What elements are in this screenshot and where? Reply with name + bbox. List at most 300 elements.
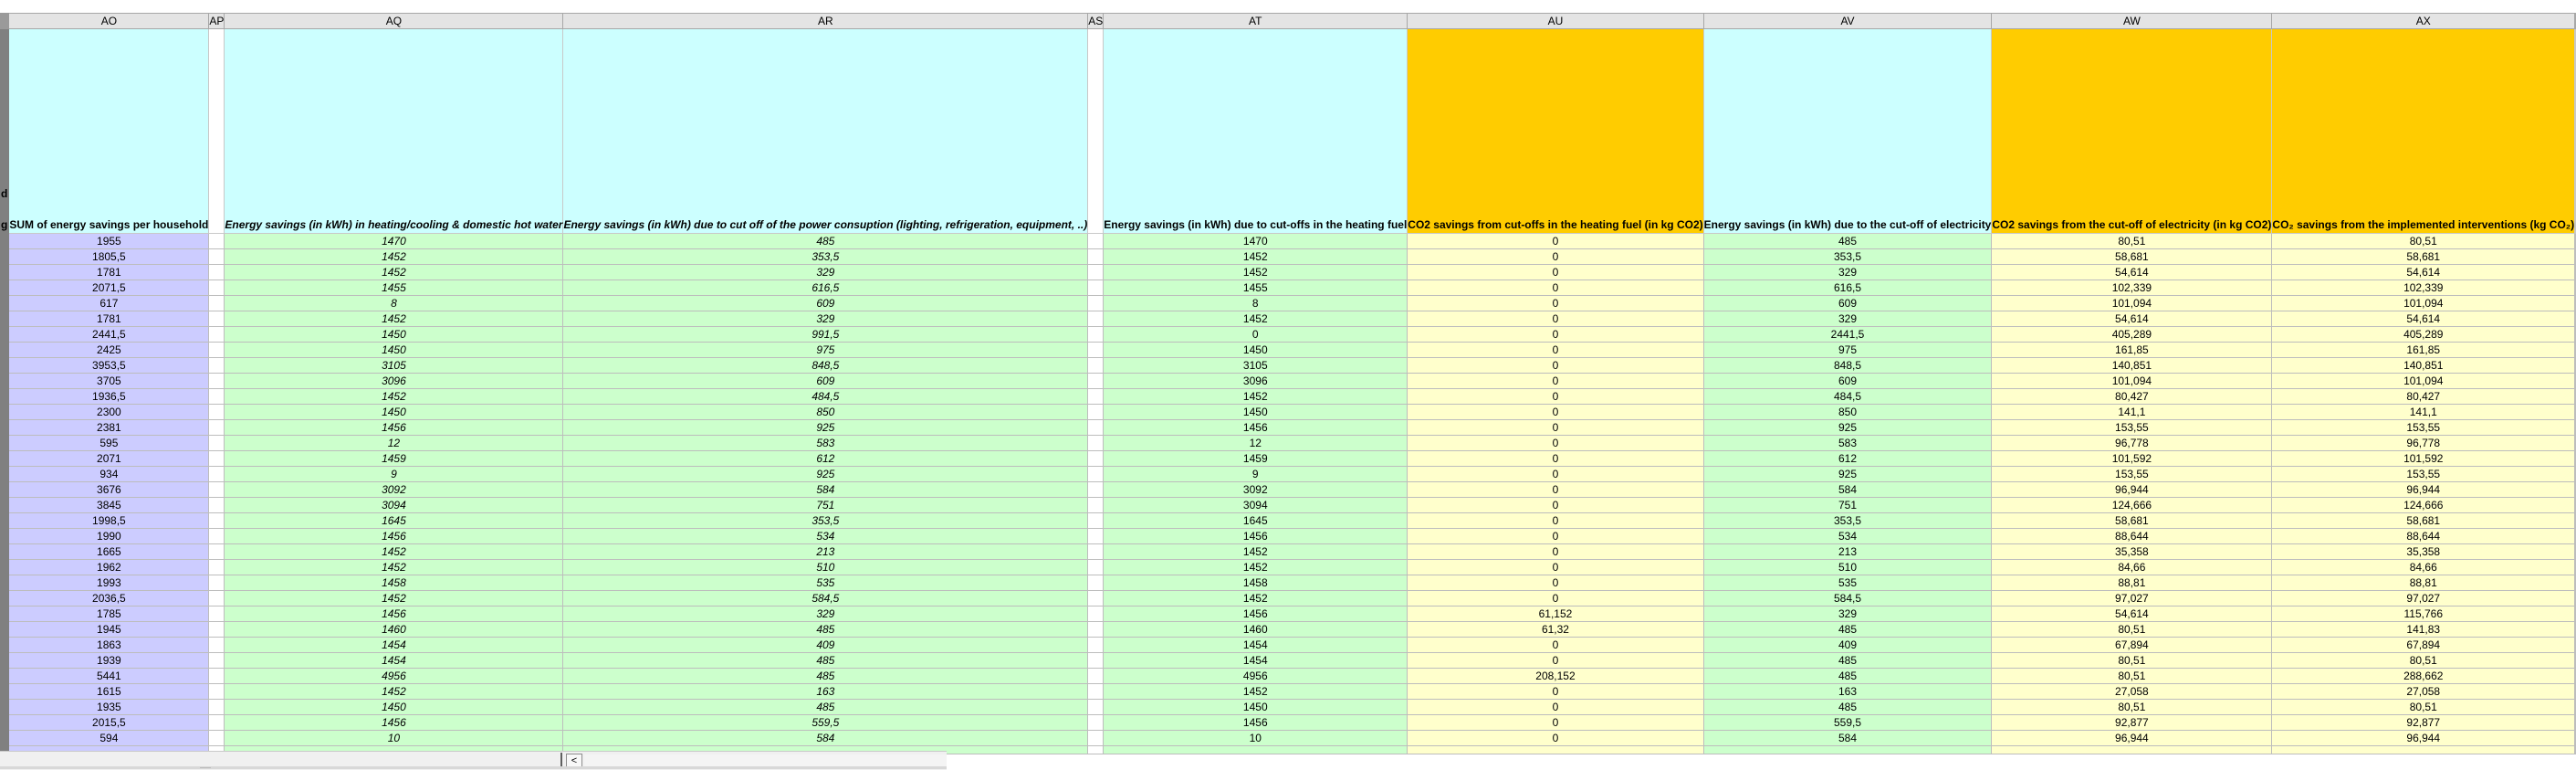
- cell-AT[interactable]: 3094: [1104, 498, 1408, 513]
- cell-AV[interactable]: 850: [1703, 405, 1992, 420]
- cell-AX[interactable]: 58,681: [2272, 249, 2575, 265]
- cell-AU[interactable]: 0: [1408, 513, 1703, 529]
- cell-AP[interactable]: [209, 482, 225, 498]
- cell-AS[interactable]: [1088, 669, 1104, 684]
- cell-AP[interactable]: [209, 358, 225, 374]
- cell-AW[interactable]: 35,358: [1992, 544, 2272, 560]
- cell-AX[interactable]: 80,51: [2272, 653, 2575, 669]
- cell-AR[interactable]: 213: [563, 544, 1088, 560]
- cell-AU[interactable]: 0: [1408, 389, 1703, 405]
- cell-AR[interactable]: 163: [563, 684, 1088, 700]
- cell-AS[interactable]: [1088, 591, 1104, 607]
- cell-AU-partial[interactable]: [1408, 746, 1703, 754]
- cell-AQ[interactable]: 1452: [225, 389, 563, 405]
- cell-AU[interactable]: 0: [1408, 715, 1703, 731]
- cell-AW-partial[interactable]: [1992, 746, 2272, 754]
- cell-AW[interactable]: 161,85: [1992, 343, 2272, 358]
- cell-AQ[interactable]: 4956: [225, 669, 563, 684]
- column-header-AW[interactable]: AW: [1992, 14, 2272, 29]
- row-edge-cell[interactable]: [1, 374, 9, 389]
- cell-AV[interactable]: 535: [1703, 575, 1992, 591]
- header-cell-AP[interactable]: [209, 29, 225, 234]
- cell-AU[interactable]: 0: [1408, 265, 1703, 280]
- cell-AS[interactable]: [1088, 638, 1104, 653]
- cell-AO[interactable]: 1993: [9, 575, 209, 591]
- cell-AT[interactable]: 0: [1104, 327, 1408, 343]
- cell-AV-partial[interactable]: [1703, 746, 1992, 754]
- cell-AV[interactable]: 510: [1703, 560, 1992, 575]
- cell-AQ[interactable]: 1455: [225, 280, 563, 296]
- cell-AO[interactable]: 2015,5: [9, 715, 209, 731]
- cell-AO[interactable]: 3705: [9, 374, 209, 389]
- cell-AV[interactable]: 353,5: [1703, 513, 1992, 529]
- cell-AQ[interactable]: 3092: [225, 482, 563, 498]
- cell-AW[interactable]: 141,1: [1992, 405, 2272, 420]
- cell-AT[interactable]: 1450: [1104, 405, 1408, 420]
- cell-AQ[interactable]: 1450: [225, 405, 563, 420]
- row-edge-cell[interactable]: [1, 280, 9, 296]
- cell-AS[interactable]: [1088, 265, 1104, 280]
- cell-AO[interactable]: 2441,5: [9, 327, 209, 343]
- cell-AY[interactable]: [2575, 529, 2576, 544]
- cell-AV[interactable]: 975: [1703, 343, 1992, 358]
- cell-AY[interactable]: [2575, 311, 2576, 327]
- cell-AT[interactable]: 1450: [1104, 700, 1408, 715]
- cell-AW[interactable]: 88,644: [1992, 529, 2272, 544]
- cell-AY[interactable]: [2575, 669, 2576, 684]
- cell-AR[interactable]: 609: [563, 296, 1088, 311]
- cell-AY[interactable]: [2575, 591, 2576, 607]
- cell-AP[interactable]: [209, 249, 225, 265]
- cell-AV[interactable]: 485: [1703, 653, 1992, 669]
- cell-AX[interactable]: 101,094: [2272, 296, 2575, 311]
- cell-AX[interactable]: 124,666: [2272, 498, 2575, 513]
- cell-AX[interactable]: 101,592: [2272, 451, 2575, 467]
- cell-AY[interactable]: [2575, 234, 2576, 249]
- cell-AU[interactable]: 0: [1408, 482, 1703, 498]
- cell-AX[interactable]: 140,851: [2272, 358, 2575, 374]
- cell-AS[interactable]: [1088, 560, 1104, 575]
- cell-AO[interactable]: 2036,5: [9, 591, 209, 607]
- cell-AV[interactable]: 329: [1703, 607, 1992, 622]
- cell-AT[interactable]: 1452: [1104, 684, 1408, 700]
- cell-AY[interactable]: [2575, 498, 2576, 513]
- cell-AU[interactable]: 0: [1408, 405, 1703, 420]
- cell-AX[interactable]: 80,51: [2272, 234, 2575, 249]
- cell-AP[interactable]: [209, 451, 225, 467]
- cell-AX[interactable]: 101,094: [2272, 374, 2575, 389]
- cell-AQ[interactable]: 1452: [225, 311, 563, 327]
- cell-AO[interactable]: 1805,5: [9, 249, 209, 265]
- cell-AV[interactable]: 329: [1703, 311, 1992, 327]
- cell-AO[interactable]: 2071: [9, 451, 209, 467]
- cell-AO[interactable]: 1781: [9, 311, 209, 327]
- cell-AR[interactable]: 751: [563, 498, 1088, 513]
- cell-AR[interactable]: 510: [563, 560, 1088, 575]
- cell-AS[interactable]: [1088, 311, 1104, 327]
- cell-AW[interactable]: 80,427: [1992, 389, 2272, 405]
- cell-AS[interactable]: [1088, 731, 1104, 746]
- cell-AU[interactable]: 0: [1408, 731, 1703, 746]
- column-header-AP[interactable]: AP: [209, 14, 225, 27]
- cell-AX[interactable]: 88,644: [2272, 529, 2575, 544]
- cell-AY[interactable]: [2575, 560, 2576, 575]
- column-header-edge[interactable]: [1, 14, 9, 29]
- cell-AS[interactable]: [1088, 436, 1104, 451]
- cell-AY[interactable]: [2575, 343, 2576, 358]
- cell-AQ[interactable]: 1454: [225, 638, 563, 653]
- cell-AU[interactable]: 0: [1408, 575, 1703, 591]
- cell-AP[interactable]: [209, 653, 225, 669]
- spreadsheet-grid[interactable]: [0, 13, 2576, 754]
- row-edge-cell[interactable]: [1, 358, 9, 374]
- cell-AP[interactable]: [209, 529, 225, 544]
- cell-AS[interactable]: [1088, 544, 1104, 560]
- cell-AY[interactable]: [2575, 358, 2576, 374]
- cell-AS[interactable]: [1088, 280, 1104, 296]
- cell-AY-partial[interactable]: [2575, 746, 2576, 754]
- cell-AY[interactable]: [2575, 715, 2576, 731]
- cell-AV[interactable]: 612: [1703, 451, 1992, 467]
- cell-AU[interactable]: 0: [1408, 529, 1703, 544]
- cell-AY[interactable]: [2575, 405, 2576, 420]
- cell-AW[interactable]: 88,81: [1992, 575, 2272, 591]
- cell-AQ[interactable]: 1452: [225, 265, 563, 280]
- cell-AW[interactable]: 27,058: [1992, 684, 2272, 700]
- cell-AW[interactable]: 153,55: [1992, 420, 2272, 436]
- cell-AS[interactable]: [1088, 343, 1104, 358]
- cell-AP[interactable]: [209, 296, 225, 311]
- cell-AW[interactable]: 67,894: [1992, 638, 2272, 653]
- cell-AQ[interactable]: 8: [225, 296, 563, 311]
- cell-AV[interactable]: 534: [1703, 529, 1992, 544]
- cell-AY[interactable]: [2575, 374, 2576, 389]
- cell-AR[interactable]: 616,5: [563, 280, 1088, 296]
- cell-AT[interactable]: 1456: [1104, 715, 1408, 731]
- cell-AW[interactable]: 96,944: [1992, 731, 2272, 746]
- sheet-tab-split-handle[interactable]: [560, 753, 562, 767]
- column-header-AS[interactable]: AS: [1088, 14, 1104, 27]
- row-edge-cell[interactable]: [1, 731, 9, 746]
- column-header-AO[interactable]: AO: [9, 14, 209, 29]
- header-cell-AO[interactable]: SUM of energy savings per household: [9, 29, 209, 234]
- cell-AT[interactable]: 1460: [1104, 622, 1408, 638]
- cell-AS[interactable]: [1088, 622, 1104, 638]
- cell-AX[interactable]: 288,662: [2272, 669, 2575, 684]
- cell-AU[interactable]: 0: [1408, 249, 1703, 265]
- cell-AU[interactable]: 208,152: [1408, 669, 1703, 684]
- cell-AY[interactable]: [2575, 467, 2576, 482]
- cell-AV[interactable]: 485: [1703, 669, 1992, 684]
- cell-AV[interactable]: 584: [1703, 482, 1992, 498]
- cell-AU[interactable]: 61,152: [1408, 607, 1703, 622]
- cell-AP[interactable]: [209, 498, 225, 513]
- cell-AT[interactable]: 1459: [1104, 451, 1408, 467]
- cell-AW[interactable]: 80,51: [1992, 234, 2272, 249]
- cell-AO[interactable]: 1935: [9, 700, 209, 715]
- row-edge-cell[interactable]: [1, 265, 9, 280]
- cell-AP[interactable]: [209, 234, 225, 249]
- cell-AX[interactable]: 96,944: [2272, 482, 2575, 498]
- cell-AW[interactable]: 80,51: [1992, 653, 2272, 669]
- cell-AP[interactable]: [209, 700, 225, 715]
- cell-AR[interactable]: 535: [563, 575, 1088, 591]
- column-header-AR[interactable]: AR: [563, 14, 1088, 29]
- cell-AT[interactable]: 12: [1104, 436, 1408, 451]
- cell-AS[interactable]: [1088, 653, 1104, 669]
- cell-AO[interactable]: 1781: [9, 265, 209, 280]
- cell-AS[interactable]: [1088, 575, 1104, 591]
- cell-AP[interactable]: [209, 638, 225, 653]
- row-edge-cell[interactable]: [1, 653, 9, 669]
- cell-AX[interactable]: 405,289: [2272, 327, 2575, 343]
- cell-AT[interactable]: 1470: [1104, 234, 1408, 249]
- cell-AY[interactable]: [2575, 249, 2576, 265]
- row-edge-cell[interactable]: [1, 467, 9, 482]
- cell-AQ[interactable]: 1458: [225, 575, 563, 591]
- cell-AS[interactable]: [1088, 607, 1104, 622]
- cell-AX-partial[interactable]: [2272, 746, 2575, 754]
- row-edge-cell[interactable]: [1, 498, 9, 513]
- cell-AR[interactable]: 353,5: [563, 249, 1088, 265]
- cell-AR[interactable]: 485: [563, 622, 1088, 638]
- row-edge-cell[interactable]: [1, 451, 9, 467]
- row-edge-cell[interactable]: [1, 575, 9, 591]
- cell-AW[interactable]: 124,666: [1992, 498, 2272, 513]
- cell-AV[interactable]: 609: [1703, 296, 1992, 311]
- cell-AR[interactable]: 485: [563, 653, 1088, 669]
- cell-AP[interactable]: [209, 467, 225, 482]
- cell-AX[interactable]: 88,81: [2272, 575, 2575, 591]
- row-edge-cell[interactable]: [1, 684, 9, 700]
- cell-AT[interactable]: 1452: [1104, 265, 1408, 280]
- cell-AW[interactable]: 54,614: [1992, 265, 2272, 280]
- cell-AX[interactable]: 96,778: [2272, 436, 2575, 451]
- cell-AU[interactable]: 0: [1408, 700, 1703, 715]
- cell-AV[interactable]: 485: [1703, 700, 1992, 715]
- cell-AP[interactable]: [209, 607, 225, 622]
- row-edge-cell[interactable]: [1, 529, 9, 544]
- row-edge-cell[interactable]: [1, 389, 9, 405]
- cell-AX[interactable]: 96,944: [2272, 731, 2575, 746]
- cell-AS[interactable]: [1088, 529, 1104, 544]
- cell-AO[interactable]: 1665: [9, 544, 209, 560]
- cell-AQ[interactable]: 1460: [225, 622, 563, 638]
- cell-AR[interactable]: 612: [563, 451, 1088, 467]
- cell-AO[interactable]: 595: [9, 436, 209, 451]
- cell-AS[interactable]: [1088, 405, 1104, 420]
- cell-AT[interactable]: 1452: [1104, 544, 1408, 560]
- cell-AO[interactable]: 1939: [9, 653, 209, 669]
- cell-AW[interactable]: 97,027: [1992, 591, 2272, 607]
- cell-AW[interactable]: 102,339: [1992, 280, 2272, 296]
- cell-AP[interactable]: [209, 265, 225, 280]
- cell-AV[interactable]: 609: [1703, 374, 1992, 389]
- cell-AR[interactable]: 409: [563, 638, 1088, 653]
- row-edge-cell[interactable]: [1, 296, 9, 311]
- cell-AS[interactable]: [1088, 327, 1104, 343]
- cell-AS[interactable]: [1088, 358, 1104, 374]
- cell-AY[interactable]: [2575, 731, 2576, 746]
- cell-AQ[interactable]: 1452: [225, 560, 563, 575]
- cell-AY[interactable]: [2575, 280, 2576, 296]
- cell-AR[interactable]: 584: [563, 731, 1088, 746]
- row-edge-cell[interactable]: [1, 482, 9, 498]
- cell-AP[interactable]: [209, 327, 225, 343]
- cell-AS[interactable]: [1088, 715, 1104, 731]
- column-header-AT[interactable]: AT: [1104, 14, 1408, 29]
- cell-AP[interactable]: [209, 405, 225, 420]
- cell-AT[interactable]: 1452: [1104, 389, 1408, 405]
- cell-AP[interactable]: [209, 669, 225, 684]
- cell-AX[interactable]: 92,877: [2272, 715, 2575, 731]
- cell-AR[interactable]: 329: [563, 607, 1088, 622]
- cell-AW[interactable]: 101,094: [1992, 296, 2272, 311]
- cell-AW[interactable]: 58,681: [1992, 249, 2272, 265]
- cell-AP[interactable]: [209, 560, 225, 575]
- cell-AR[interactable]: 484,5: [563, 389, 1088, 405]
- cell-AW[interactable]: 405,289: [1992, 327, 2272, 343]
- cell-AT[interactable]: 1454: [1104, 638, 1408, 653]
- cell-AX[interactable]: 67,894: [2272, 638, 2575, 653]
- header-cell-AR[interactable]: Energy savings (in kWh) due to cut off of the power consuption (lighting, refrigeration, equipment, ..): [563, 29, 1088, 234]
- cell-AQ[interactable]: 1456: [225, 607, 563, 622]
- cell-AQ[interactable]: 1450: [225, 327, 563, 343]
- cell-AO[interactable]: 1962: [9, 560, 209, 575]
- cell-AU[interactable]: 0: [1408, 296, 1703, 311]
- cell-AO[interactable]: 2300: [9, 405, 209, 420]
- cell-AT[interactable]: 3096: [1104, 374, 1408, 389]
- cell-AT[interactable]: 8: [1104, 296, 1408, 311]
- cell-AP[interactable]: [209, 420, 225, 436]
- row-edge-cell[interactable]: [1, 405, 9, 420]
- cell-AT[interactable]: 1456: [1104, 529, 1408, 544]
- cell-AW[interactable]: 54,614: [1992, 607, 2272, 622]
- cell-AY[interactable]: [2575, 389, 2576, 405]
- cell-AO[interactable]: 1945: [9, 622, 209, 638]
- cell-AV[interactable]: 329: [1703, 265, 1992, 280]
- scrollbar-track[interactable]: [584, 754, 947, 767]
- cell-AX[interactable]: 141,1: [2272, 405, 2575, 420]
- header-cell-AX[interactable]: CO₂ savings from the implemented interventions (kg CO₂): [2272, 29, 2575, 234]
- column-header-AQ[interactable]: AQ: [225, 14, 563, 29]
- row-edge-cell[interactable]: [1, 591, 9, 607]
- cell-AQ[interactable]: 12: [225, 436, 563, 451]
- cell-AS[interactable]: [1088, 700, 1104, 715]
- cell-AX[interactable]: 80,51: [2272, 700, 2575, 715]
- row-edge-cell[interactable]: [1, 234, 9, 249]
- cell-AW[interactable]: 101,094: [1992, 374, 2272, 389]
- cell-AS[interactable]: [1088, 482, 1104, 498]
- cell-AQ[interactable]: 1456: [225, 715, 563, 731]
- cell-AP[interactable]: [209, 715, 225, 731]
- row-edge-cell[interactable]: [1, 560, 9, 575]
- cell-AR[interactable]: 583: [563, 436, 1088, 451]
- cell-AX[interactable]: 84,66: [2272, 560, 2575, 575]
- cell-AO[interactable]: 3676: [9, 482, 209, 498]
- cell-AV[interactable]: 409: [1703, 638, 1992, 653]
- cell-AX[interactable]: 161,85: [2272, 343, 2575, 358]
- cell-AU[interactable]: 0: [1408, 358, 1703, 374]
- header-cell-AS[interactable]: [1088, 29, 1104, 234]
- cell-AY[interactable]: [2575, 653, 2576, 669]
- row-edge-cell[interactable]: [1, 638, 9, 653]
- column-header-AX[interactable]: AX: [2272, 14, 2575, 29]
- cell-AT[interactable]: 1455: [1104, 280, 1408, 296]
- cell-AP[interactable]: [209, 591, 225, 607]
- cell-AT[interactable]: 1454: [1104, 653, 1408, 669]
- cell-AT[interactable]: 1452: [1104, 591, 1408, 607]
- cell-AR[interactable]: 485: [563, 669, 1088, 684]
- cell-AX[interactable]: 80,427: [2272, 389, 2575, 405]
- header-cell-AT[interactable]: Energy savings (in kWh) due to cut-offs in the heating fuel: [1104, 29, 1408, 234]
- cell-AO[interactable]: 1785: [9, 607, 209, 622]
- cell-AO[interactable]: 3953,5: [9, 358, 209, 374]
- cell-AY[interactable]: [2575, 638, 2576, 653]
- cell-AV[interactable]: 584,5: [1703, 591, 1992, 607]
- cell-AR[interactable]: 485: [563, 234, 1088, 249]
- cell-AW[interactable]: 58,681: [1992, 513, 2272, 529]
- cell-AU[interactable]: 0: [1408, 544, 1703, 560]
- cell-AQ[interactable]: 9: [225, 467, 563, 482]
- cell-AS[interactable]: [1088, 451, 1104, 467]
- cell-AT[interactable]: 1452: [1104, 311, 1408, 327]
- cell-AV[interactable]: 163: [1703, 684, 1992, 700]
- cell-AY[interactable]: [2575, 296, 2576, 311]
- cell-AP[interactable]: [209, 622, 225, 638]
- cell-AX[interactable]: 97,027: [2272, 591, 2575, 607]
- cell-AV[interactable]: 2441,5: [1703, 327, 1992, 343]
- cell-AQ[interactable]: 1452: [225, 684, 563, 700]
- cell-AO[interactable]: 1998,5: [9, 513, 209, 529]
- cell-AY[interactable]: [2575, 482, 2576, 498]
- cell-AT[interactable]: 3092: [1104, 482, 1408, 498]
- cell-AX[interactable]: 102,339: [2272, 280, 2575, 296]
- cell-AO[interactable]: 2381: [9, 420, 209, 436]
- cell-AW[interactable]: 84,66: [1992, 560, 2272, 575]
- cell-AT[interactable]: 1452: [1104, 560, 1408, 575]
- cell-AO[interactable]: 1863: [9, 638, 209, 653]
- cell-AU[interactable]: 0: [1408, 374, 1703, 389]
- cell-AR[interactable]: 329: [563, 265, 1088, 280]
- row-edge-cell[interactable]: [1, 622, 9, 638]
- cell-AS[interactable]: [1088, 684, 1104, 700]
- cell-AR[interactable]: 991,5: [563, 327, 1088, 343]
- row-edge-cell[interactable]: [1, 343, 9, 358]
- row-edge-cell[interactable]: [1, 436, 9, 451]
- cell-AR[interactable]: 559,5: [563, 715, 1088, 731]
- cell-AW[interactable]: 153,55: [1992, 467, 2272, 482]
- header-cell-AY[interactable]: [2575, 29, 2576, 234]
- cell-AP[interactable]: [209, 343, 225, 358]
- cell-AR[interactable]: 353,5: [563, 513, 1088, 529]
- cell-AU[interactable]: 0: [1408, 280, 1703, 296]
- cell-AR[interactable]: 925: [563, 420, 1088, 436]
- cell-AU[interactable]: 61,32: [1408, 622, 1703, 638]
- cell-AO[interactable]: 617: [9, 296, 209, 311]
- cell-AU[interactable]: 0: [1408, 343, 1703, 358]
- cell-AU[interactable]: 0: [1408, 498, 1703, 513]
- cell-AT[interactable]: 1456: [1104, 420, 1408, 436]
- cell-AW[interactable]: 80,51: [1992, 700, 2272, 715]
- cell-AO[interactable]: 934: [9, 467, 209, 482]
- cell-AU[interactable]: 0: [1408, 327, 1703, 343]
- cell-AY[interactable]: [2575, 622, 2576, 638]
- cell-AQ[interactable]: 1459: [225, 451, 563, 467]
- row-edge-cell[interactable]: [1, 700, 9, 715]
- column-header-AU[interactable]: AU: [1408, 14, 1703, 29]
- cell-AV[interactable]: 559,5: [1703, 715, 1992, 731]
